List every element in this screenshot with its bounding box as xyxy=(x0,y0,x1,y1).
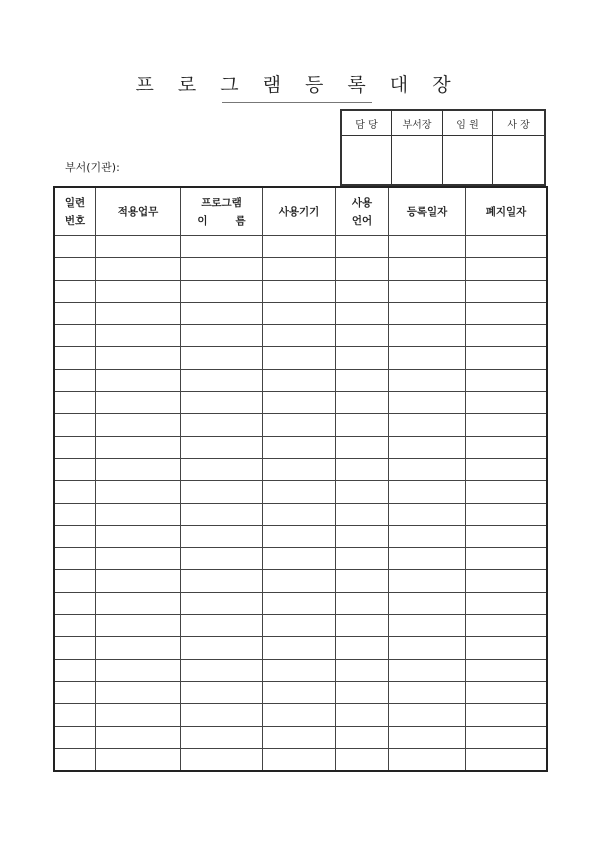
table-cell[interactable] xyxy=(389,236,466,258)
table-cell[interactable] xyxy=(96,503,181,525)
table-cell[interactable] xyxy=(263,615,336,637)
table-row xyxy=(54,325,547,347)
table-cell[interactable] xyxy=(389,570,466,592)
table-cell[interactable] xyxy=(336,525,389,547)
table-cell[interactable] xyxy=(336,726,389,748)
table-cell[interactable] xyxy=(263,258,336,280)
table-cell[interactable] xyxy=(181,592,263,614)
table-cell[interactable] xyxy=(181,748,263,771)
col-language xyxy=(336,187,389,236)
table-cell[interactable] xyxy=(263,704,336,726)
table-cell[interactable] xyxy=(466,503,548,525)
col-language-line2: 언어 xyxy=(351,214,373,227)
table-row xyxy=(54,592,547,614)
table-cell[interactable] xyxy=(96,236,181,258)
table-cell[interactable] xyxy=(96,748,181,771)
approval-sign-staff[interactable] xyxy=(341,136,392,186)
table-cell[interactable] xyxy=(263,548,336,570)
table-cell[interactable] xyxy=(263,414,336,436)
col-serial-number xyxy=(54,187,96,236)
table-cell[interactable] xyxy=(181,302,263,324)
table-cell[interactable] xyxy=(466,704,548,726)
table-cell[interactable] xyxy=(466,436,548,458)
col-registration-date: 등록일자 xyxy=(389,187,466,236)
approval-header-staff: 담 당 xyxy=(341,110,392,136)
col-program-line2a: 이 xyxy=(197,214,208,227)
table-cell[interactable] xyxy=(54,681,96,703)
table-cell[interactable] xyxy=(54,369,96,391)
table-cell[interactable] xyxy=(389,659,466,681)
table-cell[interactable] xyxy=(181,458,263,480)
department-label: 부서(기관): xyxy=(65,161,120,174)
table-row xyxy=(54,548,547,570)
table-cell[interactable] xyxy=(96,681,181,703)
table-cell[interactable] xyxy=(54,436,96,458)
table-cell[interactable] xyxy=(54,347,96,369)
table-cell[interactable] xyxy=(181,236,263,258)
table-cell[interactable] xyxy=(263,280,336,302)
table-cell[interactable] xyxy=(336,704,389,726)
table-cell[interactable] xyxy=(389,637,466,659)
page-title: 프 로 그 램 등 록 대 장 xyxy=(135,74,460,96)
approval-header-row xyxy=(341,110,545,136)
col-program-line1: 프로그램 xyxy=(201,196,242,209)
table-cell[interactable] xyxy=(466,659,548,681)
table-cell[interactable] xyxy=(96,436,181,458)
table-row xyxy=(54,280,547,302)
table-cell[interactable] xyxy=(181,280,263,302)
col-abolition-date: 폐지일자 xyxy=(466,187,548,236)
table-cell[interactable] xyxy=(466,325,548,347)
table-cell[interactable] xyxy=(466,414,548,436)
table-cell[interactable] xyxy=(54,414,96,436)
table-cell[interactable] xyxy=(263,325,336,347)
table-cell[interactable] xyxy=(263,570,336,592)
table-cell[interactable] xyxy=(389,280,466,302)
table-cell[interactable] xyxy=(96,458,181,480)
table-cell[interactable] xyxy=(466,481,548,503)
table-cell[interactable] xyxy=(54,302,96,324)
table-row xyxy=(54,481,547,503)
table-row xyxy=(54,347,547,369)
table-cell[interactable] xyxy=(389,392,466,414)
table-cell[interactable] xyxy=(181,548,263,570)
table-cell[interactable] xyxy=(181,369,263,391)
table-row xyxy=(54,414,547,436)
table-cell[interactable] xyxy=(389,748,466,771)
table-cell[interactable] xyxy=(54,325,96,347)
table-cell[interactable] xyxy=(263,659,336,681)
table-row xyxy=(54,637,547,659)
table-row xyxy=(54,436,547,458)
table-cell[interactable] xyxy=(54,659,96,681)
table-cell[interactable] xyxy=(54,592,96,614)
table-cell[interactable] xyxy=(336,637,389,659)
table-row xyxy=(54,369,547,391)
table-cell[interactable] xyxy=(336,503,389,525)
table-cell[interactable] xyxy=(181,436,263,458)
table-cell[interactable] xyxy=(96,592,181,614)
table-cell[interactable] xyxy=(466,615,548,637)
table-cell[interactable] xyxy=(336,325,389,347)
table-cell[interactable] xyxy=(181,525,263,547)
table-cell[interactable] xyxy=(96,704,181,726)
table-cell[interactable] xyxy=(389,503,466,525)
table-cell[interactable] xyxy=(181,325,263,347)
table-cell[interactable] xyxy=(181,258,263,280)
table-cell[interactable] xyxy=(466,258,548,280)
table-cell[interactable] xyxy=(336,570,389,592)
approval-sign-row xyxy=(341,136,545,186)
table-cell[interactable] xyxy=(263,637,336,659)
table-cell[interactable] xyxy=(389,458,466,480)
table-cell[interactable] xyxy=(466,548,548,570)
table-cell[interactable] xyxy=(96,525,181,547)
table-cell[interactable] xyxy=(96,325,181,347)
approval-header-executive: 임 원 xyxy=(443,110,493,136)
table-cell[interactable] xyxy=(263,347,336,369)
table-cell[interactable] xyxy=(96,302,181,324)
table-row xyxy=(54,704,547,726)
table-cell[interactable] xyxy=(96,414,181,436)
table-cell[interactable] xyxy=(54,481,96,503)
table-cell[interactable] xyxy=(54,637,96,659)
table-cell[interactable] xyxy=(181,659,263,681)
table-cell[interactable] xyxy=(96,615,181,637)
table-cell[interactable] xyxy=(336,481,389,503)
table-cell[interactable] xyxy=(96,637,181,659)
table-cell[interactable] xyxy=(263,458,336,480)
table-cell[interactable] xyxy=(54,258,96,280)
table-cell[interactable] xyxy=(389,302,466,324)
program-register-table xyxy=(53,186,548,772)
table-row xyxy=(54,236,547,258)
col-serial-line1: 일련 xyxy=(64,196,86,209)
table-cell[interactable] xyxy=(181,414,263,436)
table-cell[interactable] xyxy=(389,325,466,347)
table-cell[interactable] xyxy=(466,347,548,369)
table-cell[interactable] xyxy=(96,481,181,503)
table-cell[interactable] xyxy=(336,347,389,369)
table-cell[interactable] xyxy=(336,458,389,480)
table-cell[interactable] xyxy=(466,681,548,703)
table-cell[interactable] xyxy=(263,392,336,414)
table-cell[interactable] xyxy=(263,681,336,703)
table-cell[interactable] xyxy=(389,525,466,547)
table-cell[interactable] xyxy=(181,570,263,592)
col-applied-task: 적용업무 xyxy=(96,187,181,236)
table-cell[interactable] xyxy=(263,302,336,324)
approval-sign-dept-head[interactable] xyxy=(392,136,443,186)
col-program-name xyxy=(181,187,263,236)
table-cell[interactable] xyxy=(54,548,96,570)
table-cell[interactable] xyxy=(389,258,466,280)
table-cell[interactable] xyxy=(181,392,263,414)
table-cell[interactable] xyxy=(336,369,389,391)
table-cell[interactable] xyxy=(96,347,181,369)
table-cell[interactable] xyxy=(54,726,96,748)
table-cell[interactable] xyxy=(466,570,548,592)
table-cell[interactable] xyxy=(96,726,181,748)
table-cell[interactable] xyxy=(181,347,263,369)
approval-header-president: 사 장 xyxy=(493,110,546,136)
table-cell[interactable] xyxy=(263,748,336,771)
col-device: 사용기기 xyxy=(263,187,336,236)
table-cell[interactable] xyxy=(466,458,548,480)
table-cell[interactable] xyxy=(389,548,466,570)
table-cell[interactable] xyxy=(389,414,466,436)
table-cell[interactable] xyxy=(54,280,96,302)
table-cell[interactable] xyxy=(54,615,96,637)
table-cell[interactable] xyxy=(54,570,96,592)
table-cell[interactable] xyxy=(54,525,96,547)
table-cell[interactable] xyxy=(389,481,466,503)
table-row xyxy=(54,392,547,414)
table-cell[interactable] xyxy=(466,280,548,302)
table-cell[interactable] xyxy=(389,681,466,703)
table-cell[interactable] xyxy=(389,615,466,637)
table-cell[interactable] xyxy=(336,681,389,703)
table-cell[interactable] xyxy=(181,481,263,503)
table-cell[interactable] xyxy=(263,525,336,547)
table-cell[interactable] xyxy=(54,748,96,771)
table-cell[interactable] xyxy=(336,414,389,436)
table-cell[interactable] xyxy=(263,236,336,258)
table-cell[interactable] xyxy=(54,503,96,525)
table-cell[interactable] xyxy=(466,369,548,391)
table-cell[interactable] xyxy=(466,236,548,258)
table-cell[interactable] xyxy=(466,592,548,614)
approval-sign-executive[interactable] xyxy=(443,136,493,186)
table-cell[interactable] xyxy=(466,302,548,324)
table-row xyxy=(54,748,547,771)
table-cell[interactable] xyxy=(263,369,336,391)
table-cell[interactable] xyxy=(263,726,336,748)
table-header-row xyxy=(54,187,547,236)
table-cell[interactable] xyxy=(336,302,389,324)
table-cell[interactable] xyxy=(389,436,466,458)
table-row xyxy=(54,503,547,525)
table-cell[interactable] xyxy=(181,615,263,637)
table-cell[interactable] xyxy=(263,592,336,614)
table-cell[interactable] xyxy=(466,726,548,748)
table-cell[interactable] xyxy=(263,503,336,525)
table-cell[interactable] xyxy=(466,392,548,414)
table-cell[interactable] xyxy=(263,436,336,458)
table-cell[interactable] xyxy=(54,458,96,480)
table-cell[interactable] xyxy=(96,258,181,280)
table-cell[interactable] xyxy=(96,392,181,414)
table-cell[interactable] xyxy=(96,280,181,302)
table-cell[interactable] xyxy=(336,436,389,458)
table-cell[interactable] xyxy=(389,704,466,726)
table-cell[interactable] xyxy=(389,592,466,614)
col-serial-line2: 번호 xyxy=(64,214,86,227)
table-cell[interactable] xyxy=(466,525,548,547)
table-cell[interactable] xyxy=(466,637,548,659)
table-row xyxy=(54,615,547,637)
approval-sign-president[interactable] xyxy=(493,136,546,186)
table-cell[interactable] xyxy=(96,548,181,570)
table-cell[interactable] xyxy=(263,481,336,503)
table-cell[interactable] xyxy=(54,392,96,414)
approval-header-dept-head: 부서장 xyxy=(392,110,443,136)
table-cell[interactable] xyxy=(336,258,389,280)
col-language-line1: 사용 xyxy=(351,196,373,209)
table-body xyxy=(54,236,547,772)
table-row xyxy=(54,258,547,280)
table-cell[interactable] xyxy=(466,748,548,771)
table-row xyxy=(54,458,547,480)
table-cell[interactable] xyxy=(389,347,466,369)
table-cell[interactable] xyxy=(336,748,389,771)
table-cell[interactable] xyxy=(96,369,181,391)
table-cell[interactable] xyxy=(96,659,181,681)
table-cell[interactable] xyxy=(181,637,263,659)
table-row xyxy=(54,681,547,703)
table-row xyxy=(54,525,547,547)
table-cell[interactable] xyxy=(336,280,389,302)
table-cell[interactable] xyxy=(389,726,466,748)
table-row xyxy=(54,726,547,748)
table-cell[interactable] xyxy=(336,659,389,681)
table-cell[interactable] xyxy=(336,615,389,637)
table-cell[interactable] xyxy=(96,570,181,592)
table-cell[interactable] xyxy=(181,503,263,525)
table-row xyxy=(54,302,547,324)
table-cell[interactable] xyxy=(389,369,466,391)
table-cell[interactable] xyxy=(181,704,263,726)
title-underline xyxy=(222,102,372,103)
table-cell[interactable] xyxy=(336,548,389,570)
table-cell[interactable] xyxy=(54,236,96,258)
table-cell[interactable] xyxy=(336,236,389,258)
col-program-line2b: 름 xyxy=(235,214,246,227)
table-cell[interactable] xyxy=(54,704,96,726)
table-cell[interactable] xyxy=(181,726,263,748)
table-cell[interactable] xyxy=(181,681,263,703)
table-cell[interactable] xyxy=(336,592,389,614)
table-row xyxy=(54,659,547,681)
approval-box xyxy=(340,109,546,186)
table-cell[interactable] xyxy=(336,392,389,414)
table-row xyxy=(54,570,547,592)
